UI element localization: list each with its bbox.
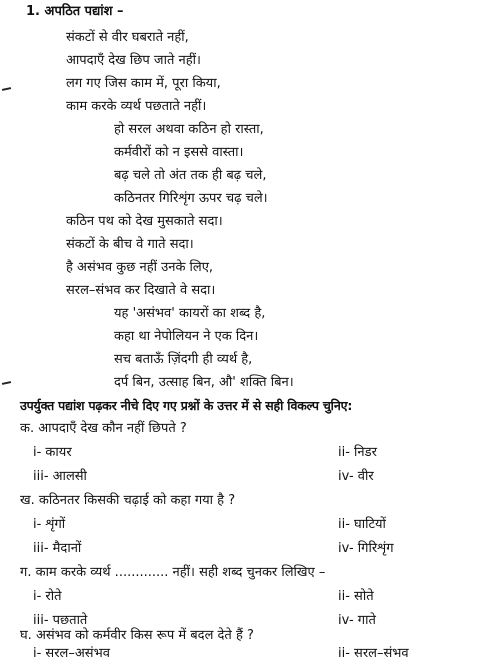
option-label[interactable]: ii- घाटियों [338,517,386,532]
option-label[interactable]: i- शृंगों [33,517,66,532]
margin-mark [2,87,11,91]
margin-mark [2,381,11,385]
poem-line: कठिनतर गिरिशृंग ऊपर चढ़ चले। [114,191,268,206]
option-label[interactable]: iv- गाते [338,613,376,628]
option-label[interactable]: i- कायर [33,445,72,460]
option-label[interactable]: iii- मैदानों [33,541,82,556]
poem-line: कठिन पथ को देख मुसकाते सदा। [66,214,223,229]
poem-line: संकटों के बीच वे गाते सदा। [66,237,194,252]
poem-line: हो सरल अथवा कठिन हो रास्ता, [114,122,264,137]
option-label[interactable]: ii- निडर [338,445,377,460]
option-label[interactable]: ii- सोते [338,589,374,604]
question-text: घ. असंभव को कर्मवीर किस रूप में बदल देते हैं ? [20,628,254,643]
option-label[interactable]: ii- सरल–संभव [338,646,409,661]
option-label[interactable]: iii- आलसी [33,469,87,484]
poem-line: बढ़ चले तो अंत तक ही बढ़ चले, [114,168,267,183]
poem-line: दर्प बिन, उत्साह बिन, औ' शक्ति बिन। [114,375,294,390]
question-text: ख. कठिनतर किसकी चढ़ाई को कहा गया है ? [20,493,236,508]
question-text: क. आपदाएँ देख कौन नहीं छिपते ? [20,421,187,436]
poem-line: यह 'असंभव' कायरों का शब्द है, [114,306,266,321]
poem-line: सच बताऊँ ज़िंदगी ही व्यर्थ है, [114,352,253,367]
poem-line: कहा था नेपोलियन ने एक दिन। [114,329,259,344]
instruction: उपर्युक्त पद्यांश पढ़कर नीचे दिए गए प्रश्नों के उत्तर में से सही विकल्प चुनिए: [20,398,353,413]
option-label[interactable]: iii- पछताते [33,613,88,628]
poem-line: सरल–संभव कर दिखाते वे सदा। [66,283,216,298]
poem-line: आपदाएँ देख छिप जाते नहीं। [66,53,201,68]
option-label[interactable]: iv- वीर [338,469,374,484]
option-label[interactable]: iv- गिरिशृंग [338,541,394,556]
poem-line: कर्मवीरों को न इससे वास्ता। [114,145,244,160]
option-label[interactable]: i- सरल–असंभव [33,646,110,661]
section-heading: 1. अपठित पद्यांश – [26,4,124,19]
poem-line: है असंभव कुछ नहीं उनके लिए, [66,260,214,275]
poem-line: संकटों से वीर घबराते नहीं, [66,30,189,45]
poem-line: काम करके व्यर्थ पछताते नहीं। [66,99,207,114]
question-text: ग. काम करके व्यर्थ ............. नहीं। सही शब्द चुनकर लिखिए – [20,565,326,580]
option-label[interactable]: i- रोते [33,589,62,604]
poem-line: लग गए जिस काम में, पूरा किया, [66,76,221,91]
